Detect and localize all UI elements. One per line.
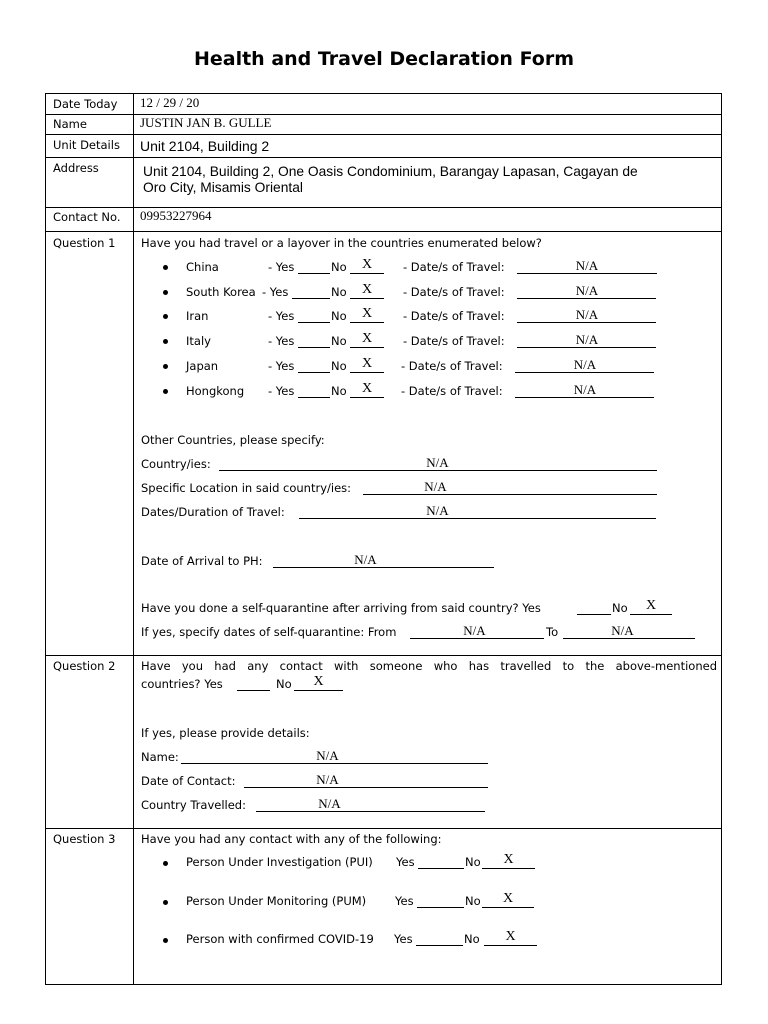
bullet-icon xyxy=(163,861,168,866)
unit-label: Unit Details xyxy=(53,138,120,152)
quarantine-answer[interactable]: X xyxy=(645,598,657,613)
contact-name-field[interactable]: N/A xyxy=(316,748,339,763)
question-2-no-label: No xyxy=(276,677,292,691)
question-2-prompt-line1: Have you had any contact with someone who has travelled to the above-mentioned xyxy=(141,659,717,673)
yes-blank[interactable] xyxy=(298,273,330,274)
yes-label: - Yes xyxy=(268,359,295,373)
country-name: China xyxy=(186,260,219,274)
contact-label: Contact No. xyxy=(53,210,121,224)
no-label: No xyxy=(331,334,347,348)
no-blank xyxy=(484,945,537,946)
question-2-label: Question 2 xyxy=(53,659,116,673)
duration-field[interactable]: N/A xyxy=(426,503,449,518)
bullet-icon xyxy=(163,290,168,295)
no-answer-mark[interactable]: X xyxy=(505,929,516,944)
question-1-prompt: Have you had travel or a layover in the countries enumerated below? xyxy=(141,236,542,250)
question-3-label: Question 3 xyxy=(53,832,116,846)
no-blank xyxy=(350,273,384,274)
yes-label: Yes xyxy=(394,932,413,946)
travel-date-label: - Date/s of Travel: xyxy=(401,384,503,398)
name-field[interactable]: JUSTIN JAN B. GULLE xyxy=(140,115,272,130)
no-answer-mark[interactable]: X xyxy=(361,331,373,346)
country-name: Hongkong xyxy=(186,384,245,398)
yes-blank[interactable] xyxy=(298,372,330,373)
no-label: No xyxy=(331,309,347,323)
row-divider xyxy=(45,134,722,135)
no-blank xyxy=(350,397,384,398)
bullet-icon xyxy=(163,314,168,319)
location-field[interactable]: N/A xyxy=(424,479,447,494)
row-divider xyxy=(45,231,722,232)
no-blank xyxy=(482,907,534,908)
column-divider xyxy=(133,93,134,985)
no-answer-mark[interactable]: X xyxy=(361,282,373,297)
no-label: No xyxy=(331,384,347,398)
address-field-line2[interactable]: Oro City, Misamis Oriental xyxy=(143,180,303,195)
arrival-label: Date of Arrival to PH: xyxy=(141,554,263,568)
travel-date-label: - Date/s of Travel: xyxy=(401,359,503,373)
travel-date-label: - Date/s of Travel: xyxy=(403,309,505,323)
travel-date-label: - Date/s of Travel: xyxy=(403,285,505,299)
form-table xyxy=(45,93,722,985)
yes-label: - Yes xyxy=(268,309,295,323)
yes-label: - Yes xyxy=(262,285,289,299)
no-answer-mark[interactable]: X xyxy=(361,381,373,396)
country-name: Italy xyxy=(186,334,211,348)
yes-label: Yes xyxy=(396,855,415,869)
country-travelled-field[interactable]: N/A xyxy=(318,796,341,811)
no-label: No xyxy=(331,359,347,373)
no-label: No xyxy=(465,894,481,908)
no-label: No xyxy=(465,855,481,869)
travel-date-field[interactable]: N/A xyxy=(575,258,599,273)
bullet-icon xyxy=(163,339,168,344)
arrival-field[interactable]: N/A xyxy=(354,552,377,567)
contact-date-field[interactable]: N/A xyxy=(316,772,339,787)
location-label: Specific Location in said country/ies: xyxy=(141,481,352,495)
row-divider xyxy=(45,157,722,158)
yes-label: Yes xyxy=(395,894,414,908)
other-countries-heading: Other Countries, please specify: xyxy=(141,433,325,447)
travel-date-field[interactable]: N/A xyxy=(573,382,597,397)
quarantine-to-field[interactable]: N/A xyxy=(611,623,634,638)
yes-blank[interactable] xyxy=(298,347,330,348)
no-blank xyxy=(350,298,384,299)
contact-type-label: Person Under Monitoring (PUM) xyxy=(186,894,367,908)
no-blank xyxy=(350,347,384,348)
travel-date-label: - Date/s of Travel: xyxy=(403,260,505,274)
bullet-icon xyxy=(163,364,168,369)
yes-blank[interactable] xyxy=(417,907,464,908)
question-2-answer[interactable]: X xyxy=(313,674,324,689)
row-divider xyxy=(45,828,722,829)
no-answer-mark[interactable]: X xyxy=(361,356,373,371)
yes-blank[interactable] xyxy=(416,945,463,946)
yes-blank[interactable] xyxy=(418,868,464,869)
quarantine-dates-label: If yes, specify dates of self-quarantine: From xyxy=(141,625,397,639)
to-label: To xyxy=(546,625,559,639)
no-answer-mark[interactable]: X xyxy=(503,852,514,867)
duration-label: Dates/Duration of Travel: xyxy=(141,505,285,519)
travel-date-field[interactable]: N/A xyxy=(573,357,597,372)
country-name: South Korea xyxy=(186,285,256,299)
no-label: No xyxy=(331,260,347,274)
country-name: Iran xyxy=(186,309,209,323)
travel-date-label: - Date/s of Travel: xyxy=(403,334,505,348)
yes-label: - Yes xyxy=(268,260,295,274)
country-travelled-label: Country Travelled: xyxy=(141,798,246,812)
no-blank xyxy=(350,372,384,373)
quarantine-question: Have you done a self-quarantine after arriving from said country? Yes xyxy=(141,601,541,615)
country-field[interactable]: N/A xyxy=(426,455,449,470)
bullet-icon xyxy=(163,389,168,394)
quarantine-no-label: No xyxy=(612,601,628,615)
no-answer-mark[interactable]: X xyxy=(361,257,373,272)
question-1-label: Question 1 xyxy=(53,236,116,250)
question-3-prompt: Have you had any contact with any of the following: xyxy=(141,832,442,846)
bullet-icon xyxy=(163,900,168,905)
country-label: Country/ies: xyxy=(141,457,211,471)
country-name: Japan xyxy=(186,359,219,373)
details-heading: If yes, please provide details: xyxy=(141,726,310,740)
travel-date-field[interactable]: N/A xyxy=(575,332,599,347)
no-blank xyxy=(482,868,535,869)
contact-type-label: Person with confirmed COVID-19 xyxy=(186,932,374,946)
no-label: No xyxy=(464,932,480,946)
quarantine-from-field[interactable]: N/A xyxy=(463,623,486,638)
yes-blank[interactable] xyxy=(298,322,330,323)
contact-field[interactable]: 09953227964 xyxy=(140,208,212,223)
page-title: Health and Travel Declaration Form xyxy=(193,48,575,70)
contact-name-label: Name: xyxy=(141,750,179,764)
bullet-icon xyxy=(163,938,168,943)
date-label: Date Today xyxy=(53,97,118,111)
travel-date-field[interactable]: N/A xyxy=(575,283,599,298)
contact-date-label: Date of Contact: xyxy=(141,774,236,788)
no-answer-mark[interactable]: X xyxy=(502,891,514,906)
no-blank xyxy=(350,322,384,323)
unit-field[interactable]: Unit 2104, Building 2 xyxy=(140,138,270,154)
travel-date-field[interactable]: N/A xyxy=(575,307,599,322)
bullet-icon xyxy=(163,265,168,270)
date-field[interactable]: 12 / 29 / 20 xyxy=(140,95,200,110)
yes-blank[interactable] xyxy=(298,397,330,398)
contact-type-label: Person Under Investigation (PUI) xyxy=(186,855,373,869)
yes-label: - Yes xyxy=(268,384,295,398)
name-label: Name xyxy=(53,117,87,131)
row-divider xyxy=(45,655,722,656)
no-answer-mark[interactable]: X xyxy=(361,306,373,321)
address-label: Address xyxy=(53,161,99,175)
yes-label: - Yes xyxy=(268,334,295,348)
yes-blank[interactable] xyxy=(292,298,330,299)
question-2-prompt-line2: countries? Yes xyxy=(141,677,223,691)
no-label: No xyxy=(331,285,347,299)
address-field-line1[interactable]: Unit 2104, Building 2, One Oasis Condominium, Barangay Lapasan, Cagayan de xyxy=(143,164,638,179)
